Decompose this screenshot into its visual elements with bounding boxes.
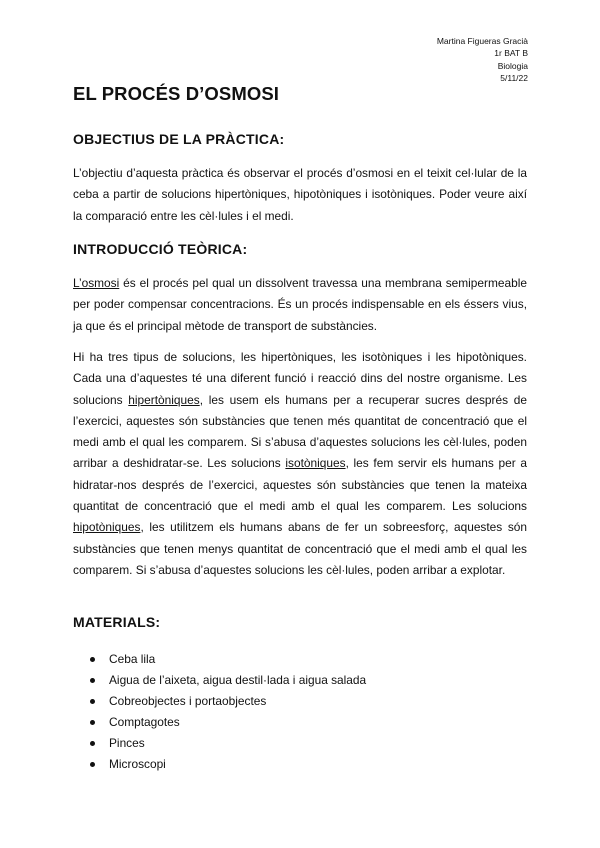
objectives-heading: OBJECTIUS DE LA PRÀCTICA:: [73, 131, 285, 147]
date-label: 5/11/22: [500, 72, 528, 83]
list-item: [89, 754, 366, 775]
objectives-paragraph: L’objectiu d’aquesta pràctica és observar el procés d’osmosi en el teixit cel·lular de la ceba a partir de solucions hipertòniques, hipotòniques i isotòniques. Poder veure així la comparació entre les cèl·lules i el medi.: [73, 166, 527, 223]
introduction-heading: INTRODUCCIÓ TEÒRICA:: [73, 241, 248, 257]
paragraph-1-text: és el procés pel qual un dissolvent travessa una membrana semipermeable per poder compensar concentracions. És un procés indispensable en els éssers vius, ja que és el principal mètode de transport de substàncies.: [73, 276, 527, 333]
header-info: [437, 35, 528, 84]
paragraph-2-text-a: Hi ha tres tipus de solucions, les hipertòniques, les isotòniques i les hipotòniques. Cada una d’aquestes té una diferent funció i reacció dins del nostre organisme. Les solucions: [73, 350, 527, 407]
introduction-paragraph-1: [73, 273, 527, 337]
bullet-icon: [90, 741, 95, 746]
osmosi-term: L’osmosi: [73, 276, 120, 290]
list-item-label: Ceba lila: [109, 652, 156, 666]
author-name: Martina Figueras Gracià: [436, 36, 528, 46]
list-item: [89, 691, 366, 712]
bullet-icon: [90, 762, 95, 767]
bullet-icon: [90, 678, 95, 683]
materials-list: [89, 649, 366, 775]
hipertoniques-term: hipertòniques: [128, 392, 200, 407]
materials-heading: MATERIALS:: [73, 614, 161, 630]
list-item-label: Aigua de l’aixeta, aigua destil·lada i aigua salada: [109, 673, 367, 687]
list-item: [89, 649, 366, 670]
document-title: EL PROCÉS D’OSMOSI: [73, 83, 280, 104]
paragraph-2-text-b: , les usem els humans per a recuperar sucres després de l’exercici, aquestes són substàncies que tenen més quantitat de concentració que el medi amb el qual les comparem. Si s’abusa d’aquestes solucions les cèl·lules, poden arribar a deshidratar-se. Les solucions: [73, 392, 527, 471]
bullet-icon: [90, 657, 95, 662]
list-item-label: Cobreobjectes i portaobjectes: [109, 694, 267, 708]
introduction-paragraph-2: [73, 347, 527, 581]
bullet-icon: [90, 699, 95, 704]
list-item-label: Pinces: [109, 736, 145, 750]
list-item-label: Microscopi: [109, 757, 166, 771]
list-item: [89, 733, 366, 754]
isotoniques-term: isotòniques: [285, 456, 346, 471]
hipotoniques-term: hipotòniques: [73, 520, 141, 535]
paragraph-2-text-d: , les utilitzem els humans abans de fer un sobreesforç, aquestes són substàncies que tenen menys quantitat de concentració que el medi amb el qual les comparem. Si s’abusa d’aquestes solucions les cèl·lules, poden arribar a explotar.: [73, 520, 527, 577]
paragraph-2-text-c: , les fem servir els humans per a hidratar-nos després de l’exercici, aquestes són substàncies que tenen la mateixa quantitat de concentració que el medi amb el qual les comparem. Les solucions: [73, 456, 527, 514]
subject-label: Biologia: [497, 60, 528, 71]
course-label: 1r BAT B: [494, 48, 528, 59]
bullet-icon: [90, 720, 95, 725]
list-item-label: Comptagotes: [109, 715, 180, 729]
list-item: [89, 712, 366, 733]
list-item: [89, 670, 366, 691]
